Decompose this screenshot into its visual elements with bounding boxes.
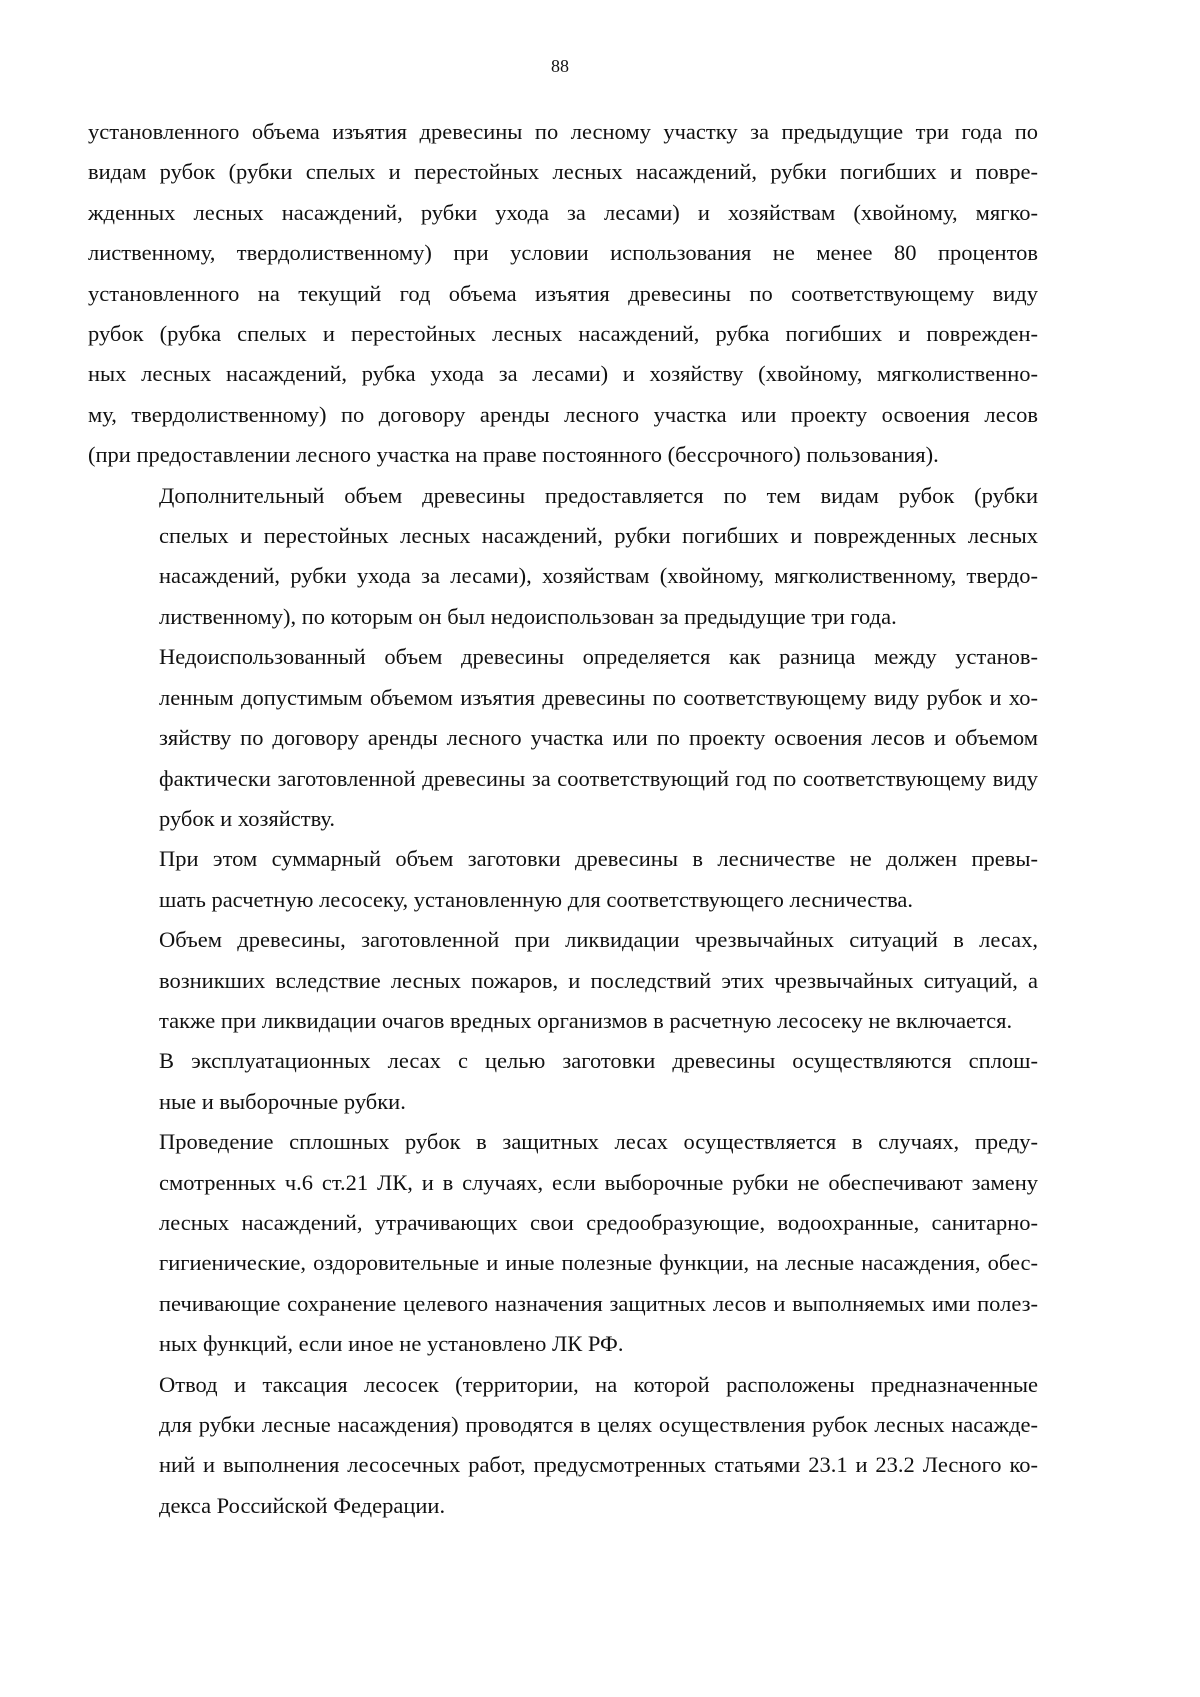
paragraph <box>88 476 1038 638</box>
paragraph <box>88 839 1038 920</box>
page-number: 88 <box>551 56 569 76</box>
paragraph <box>88 637 1038 839</box>
text-line: шать расчетную лесосеку, установленную для соответствующего лесничества. <box>159 886 914 912</box>
text-line: лиственному, твердолиственному) при условии использования не менее 80 процентов <box>88 240 1038 266</box>
text-line: также при ликвидации очагов вредных организмов в расчетную лесосеку не включается. <box>159 1007 1013 1033</box>
text-line: установленного на текущий год объема изъятия древесины по соответствующему виду <box>88 280 1038 306</box>
text-line: спелых и перестойных лесных насаждений, рубки погибших и поврежденных лесных <box>159 523 1038 549</box>
text-line: ленным допустимым объемом изъятия древесины по соответствующему виду рубок и хо- <box>159 684 1038 710</box>
text-line: возникших вследствие лесных пожаров, и последствий этих чрезвычайных ситуаций, а <box>159 967 1038 993</box>
paragraph <box>88 1041 1038 1122</box>
text-line: В эксплуатационных лесах с целью заготовки древесины осуществляются сплош- <box>159 1048 1038 1074</box>
text-line: лесных насаждений, утрачивающих свои средообразующие, водоохранные, санитарно- <box>159 1209 1038 1235</box>
text-line: для рубки лесные насаждения) проводятся в целях осуществления рубок лесных насажде- <box>159 1412 1038 1437</box>
text-line: зяйству по договору аренды лесного участка или по проекту освоения лесов и объемом <box>159 725 1038 751</box>
text-line: Недоиспользованный объем древесины определяется как разница между установ- <box>159 644 1038 670</box>
text-line: ные и выборочные рубки. <box>159 1088 406 1114</box>
text-line: рубок (рубка спелых и перестойных лесных насаждений, рубка погибших и поврежден- <box>88 321 1038 347</box>
paragraph <box>88 112 1038 476</box>
text-line: насаждений, рубки ухода за лесами), хозяйствам (хвойному, мягколиственному, твердо- <box>159 563 1038 589</box>
text-line: печивающие сохранение целевого назначения защитных лесов и выполняемых ими полез- <box>159 1290 1038 1316</box>
text-line: Дополнительный объем древесины предоставляется по тем видам рубок (рубки <box>159 482 1038 508</box>
text-line: фактически заготовленной древесины за соответствующий год по соответствующему виду <box>159 765 1038 791</box>
paragraph <box>88 1122 1038 1364</box>
text-line: ных функций, если иное не установлено ЛК РФ. <box>159 1331 624 1357</box>
text-line: ний и выполнения лесосечных работ, предусмотренных статьями 23.1 и 23.2 Лесного ко- <box>159 1452 1038 1478</box>
text-line: Объем древесины, заготовленной при ликвидации чрезвычайных ситуаций в лесах, <box>159 927 1038 953</box>
text-line: ных лесных насаждений, рубка ухода за лесами) и хозяйству (хвойному, мягколиственно- <box>88 361 1038 387</box>
paragraph <box>88 920 1038 1041</box>
document-body <box>88 112 1038 1526</box>
text-line: лиственному), по которым он был недоиспользован за предыдущие три года. <box>159 603 897 629</box>
text-line: Проведение сплошных рубок в защитных лесах осуществляется в случаях, преду- <box>159 1129 1038 1155</box>
text-line: гигиенические, оздоровительные и иные полезные функции, на лесные насаждения, обес- <box>159 1250 1038 1276</box>
text-line: жденных лесных насаждений, рубки ухода за лесами) и хозяйствам (хвойному, мягко- <box>88 199 1038 225</box>
text-line: Отвод и таксация лесосек (территории, на которой расположены предназначенные <box>159 1371 1038 1397</box>
text-line: (при предоставлении лесного участка на праве постоянного (бессрочного) пользования). <box>88 442 939 468</box>
text-line: видам рубок (рубки спелых и перестойных лесных насаждений, рубки погибших и повре- <box>88 159 1038 185</box>
text-line: смотренных ч.6 ст.21 ЛК, и в случаях, если выборочные рубки не обеспечивают замену <box>159 1169 1038 1195</box>
text-line: му, твердолиственному) по договору аренды лесного участка или проекту освоения лесов <box>88 401 1038 427</box>
text-line: рубок и хозяйству. <box>159 805 336 831</box>
text-line: декса Российской Федерации. <box>159 1492 446 1518</box>
text-line: При этом суммарный объем заготовки древесины в лесничестве не должен превы- <box>159 846 1038 872</box>
paragraph <box>88 1365 1038 1527</box>
text-line: установленного объема изъятия древесины по лесному участку за предыдущие три года по <box>88 119 1038 144</box>
